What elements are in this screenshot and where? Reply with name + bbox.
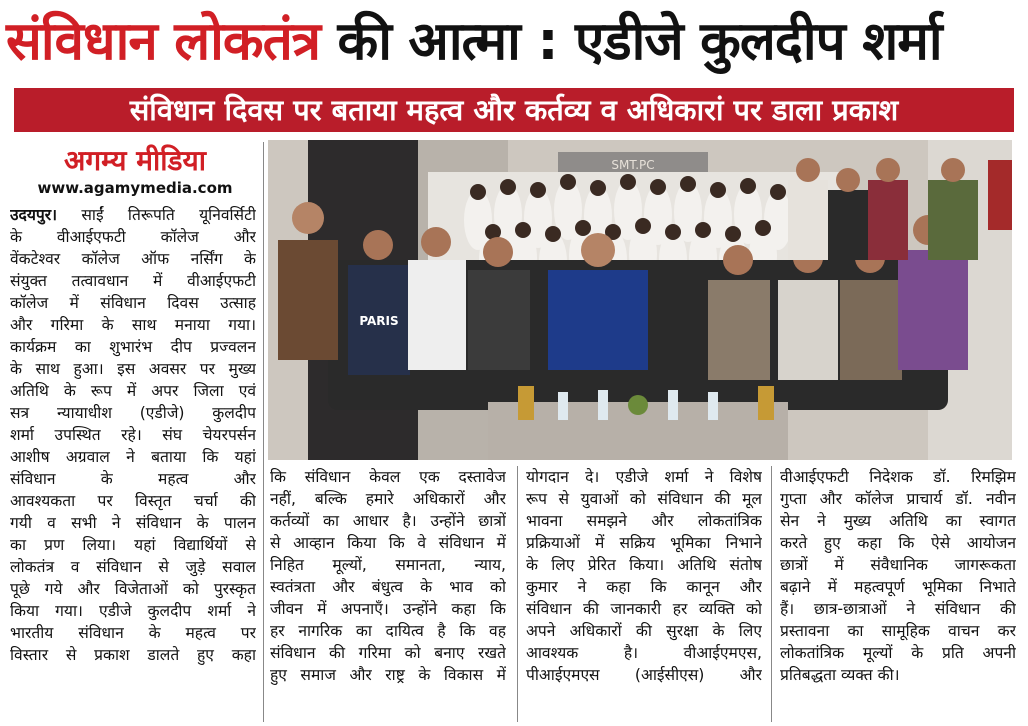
column-divider: [771, 466, 772, 722]
brand-logo: अगम्य मीडिया: [64, 144, 206, 177]
article-line: लोकतांत्रिक मूल्यों के प्रति अपनी: [780, 644, 1016, 662]
article-line: निहित मूल्यों, समानता, न्याय,: [270, 556, 506, 574]
article-line: के लिए प्रेरित किया। अतिथि संतोष: [526, 556, 762, 574]
article-line: बढ़ाने में महत्वपूर्ण भूमिका निभाते: [780, 578, 1016, 596]
article-line: किया गया। एडीजे कुलदीप शर्मा ने: [10, 602, 256, 620]
article-line: संयुक्त तत्वावधान में वीआईएफटी: [10, 272, 256, 290]
article-column-3: [526, 466, 762, 722]
article-column-1: [10, 204, 256, 724]
column-divider: [263, 142, 264, 722]
article-line: गयी व सभी ने संविधान के पालन: [10, 514, 256, 532]
article-line: कॉलेज में संविधान दिवस उत्साह: [10, 294, 256, 312]
article-line: लोकतंत्र व संविधान से जुड़े सवाल: [10, 558, 256, 576]
article-line: उदयपुर। साईं तिरूपति यूनिवर्सिटी: [10, 206, 256, 224]
article-line: प्रक्रियाओं में सक्रिय भूमिका निभाने: [526, 534, 762, 552]
article-line: गुप्ता और कॉलेज प्राचार्य डॉ. नवीन: [780, 490, 1016, 508]
article-line: वीआईएफटी निदेशक डॉ. रिमझिम: [780, 468, 1016, 486]
article-line: कुमार ने कहा कि कानून और: [526, 578, 762, 596]
article-line: भारतीय संविधान के महत्व पर: [10, 624, 256, 642]
column-divider: [517, 466, 518, 722]
article-line: नहीं, बल्कि हमारे अधिकारों और: [270, 490, 506, 508]
subheadline-bar: [14, 88, 1014, 132]
article-line: से आव्हान किया कि वे संविधान में: [270, 534, 506, 552]
article-line: पूछे गये और विजेताओं को पुरस्कृत: [10, 580, 256, 598]
article-line: भावना समझने और लोकतांत्रिक: [526, 512, 762, 530]
article-line: शर्मा उपस्थित रहे। संघ चेयरपर्सन: [10, 426, 256, 444]
article-line: पीआईएमएस (आईसीएस) और: [526, 666, 762, 684]
article-line: स्वतंत्रता और बंधुत्व के भाव को: [270, 578, 506, 596]
article-line: आवश्यकता पर विस्तृत चर्चा की: [10, 492, 256, 510]
article-line: अपने अधिकारों की सुरक्षा के लिए: [526, 622, 762, 640]
article-line: अतिथि के रूप में अपर जिला एवं: [10, 382, 256, 400]
article-line: करते हुए कहा कि ऐसे आयोजन: [780, 534, 1016, 552]
article-line: छात्रों में संवैधानिक जागरूकता: [780, 556, 1016, 574]
article-line: हुए समाज और राष्ट्र के विकास में: [270, 666, 506, 684]
sweater-print-text: PARIS: [359, 314, 399, 328]
article-line: सेन ने मुख्य अतिथि का स्वागत: [780, 512, 1016, 530]
article-line: के साथ हुआ। इस अवसर पर मुख्य: [10, 360, 256, 378]
article-line: सत्र न्यायाधीश (एडीजे) कुलदीप: [10, 404, 256, 422]
article-line: कर्तव्यों का आधार है। उन्होंने छात्रों: [270, 512, 506, 530]
article-line: संविधान के महत्व और: [10, 470, 256, 488]
brand-url: www.agamymedia.com: [37, 179, 233, 197]
headline: [6, 4, 1022, 80]
article-line: रूप से युवाओं को संविधान की मूल: [526, 490, 762, 508]
event-photo: [268, 140, 1012, 460]
article-line: प्रस्तावना का सामूहिक वाचन कर: [780, 622, 1016, 640]
article-column-4: [780, 466, 1016, 722]
article-line: प्रतिबद्धता व्यक्त की।: [780, 666, 900, 684]
headline-black-part: की आत्मा : एडीजे कुलदीप शर्मा: [337, 11, 942, 72]
article-line: आशीष अग्रवाल ने बताया कि यहां: [10, 448, 256, 466]
headline-red-part: संविधान लोकतंत्र: [6, 11, 321, 72]
article-line: संविधान की गरिमा को बनाए रखते: [270, 644, 506, 662]
article-line: संविधान की जानकारी हर व्यक्ति को: [526, 600, 762, 618]
brand-block: [6, 142, 264, 202]
event-photo-illustration: [268, 140, 1012, 460]
article-column-2: [270, 466, 506, 722]
article-dateline: उदयपुर।: [10, 206, 58, 224]
article-line: हर नागरिक का दायित्व है कि वह: [270, 622, 506, 640]
subheadline-text: संविधान दिवस पर बताया महत्व और कर्तव्य व अधिकारां पर डाला प्रकाश: [129, 93, 899, 127]
article-line: वेंकटेश्वर कॉलेज ऑफ नर्सिंग के: [10, 250, 256, 268]
article-line: कि संविधान केवल एक दस्तावेज: [270, 468, 506, 486]
article-line: के वीआईएफटी कॉलेज और: [10, 228, 256, 246]
article-line: और गरिमा के साथ मनाया गया।: [10, 316, 256, 334]
backdrop-banner-text: SMT.PC: [611, 158, 655, 172]
article-line: हैं। छात्र-छात्राओं ने संविधान की: [780, 600, 1016, 618]
article-line: आवश्यक है। वीआईएमएस,: [526, 644, 762, 662]
article-line: कार्यक्रम का शुभारंभ दीप प्रज्वलन: [10, 338, 256, 356]
article-line: जीवन में अपनाएँ। उन्होंने कहा कि: [270, 600, 506, 618]
article-line: का प्रण लिया। यहां विद्यार्थियों से: [10, 536, 256, 554]
article-line: योगदान दे। एडीजे शर्मा ने विशेष: [526, 468, 762, 486]
article-line: विस्तार से प्रकाश डालते हुए कहा: [10, 646, 256, 664]
